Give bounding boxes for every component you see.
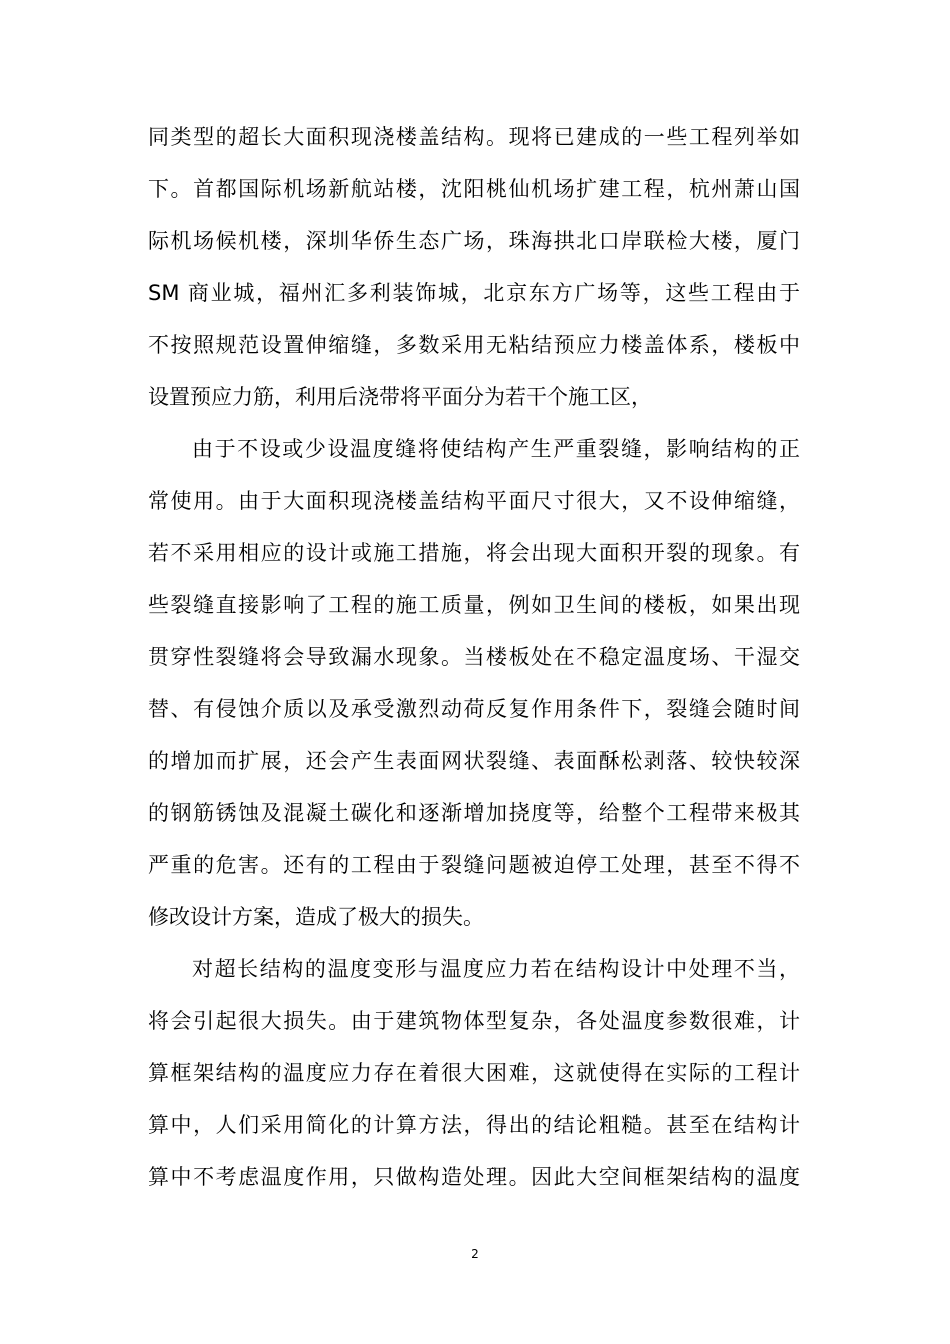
paragraph-1 bbox=[148, 115, 800, 427]
text-line: 算框架结构的温度应力存在着很大困难，这就使得在实际的工程计 bbox=[148, 1061, 800, 1085]
text-line: 严重的危害。还有的工程由于裂缝问题被迫停工处理，甚至不得不 bbox=[148, 853, 800, 877]
text-line: 不按照规范设置伸缩缝，多数采用无粘结预应力楼盖体系，楼板中 bbox=[148, 333, 800, 357]
text-line: 将会引起很大损失。由于建筑物体型复杂，各处温度参数很难，计 bbox=[148, 1009, 800, 1033]
page-number: 2 bbox=[471, 1247, 479, 1261]
text-line: 修改设计方案，造成了极大的损失。 bbox=[148, 905, 484, 929]
paragraph-2 bbox=[148, 427, 800, 947]
text-line: 的增加而扩展，还会产生表面网状裂缝、表面酥松剥落、较快较深 bbox=[148, 749, 800, 773]
text-line: 算中，人们采用简化的计算方法，得出的结论粗糙。甚至在结构计 bbox=[148, 1113, 800, 1137]
body-text bbox=[148, 115, 800, 1207]
text-line: 设置预应力筋，利用后浇带将平面分为若干个施工区， bbox=[148, 385, 652, 409]
text-line: SM 商业城，福州汇多利装饰城，北京东方广场等，这些工程由于 bbox=[148, 281, 800, 305]
text-line: 替、有侵蚀介质以及承受激烈动荷反复作用条件下，裂缝会随时间 bbox=[148, 697, 800, 721]
text-line: 由于不设或少设温度缝将使结构产生严重裂缝，影响结构的正 bbox=[192, 437, 800, 461]
text-line: 贯穿性裂缝将会导致漏水现象。当楼板处在不稳定温度场、干湿交 bbox=[148, 645, 800, 669]
text-line: 的钢筋锈蚀及混凝土碳化和逐渐增加挠度等，给整个工程带来极其 bbox=[148, 801, 800, 825]
text-line: 同类型的超长大面积现浇楼盖结构。现将已建成的一些工程列举如 bbox=[148, 125, 800, 149]
text-line: 常使用。由于大面积现浇楼盖结构平面尺寸很大，又不设伸缩缝， bbox=[148, 489, 800, 513]
paragraph-3 bbox=[148, 947, 800, 1207]
text-line: 算中不考虑温度作用，只做构造处理。因此大空间框架结构的温度 bbox=[148, 1165, 800, 1189]
text-line: 际机场候机楼，深圳华侨生态广场，珠海拱北口岸联检大楼，厦门 bbox=[148, 229, 800, 253]
text-line: 若不采用相应的设计或施工措施，将会出现大面积开裂的现象。有 bbox=[148, 541, 800, 565]
text-line: 些裂缝直接影响了工程的施工质量，例如卫生间的楼板，如果出现 bbox=[148, 593, 800, 617]
text-line: 下。首都国际机场新航站楼，沈阳桃仙机场扩建工程，杭州萧山国 bbox=[148, 177, 800, 201]
text-line: 对超长结构的温度变形与温度应力若在结构设计中处理不当， bbox=[192, 957, 800, 981]
